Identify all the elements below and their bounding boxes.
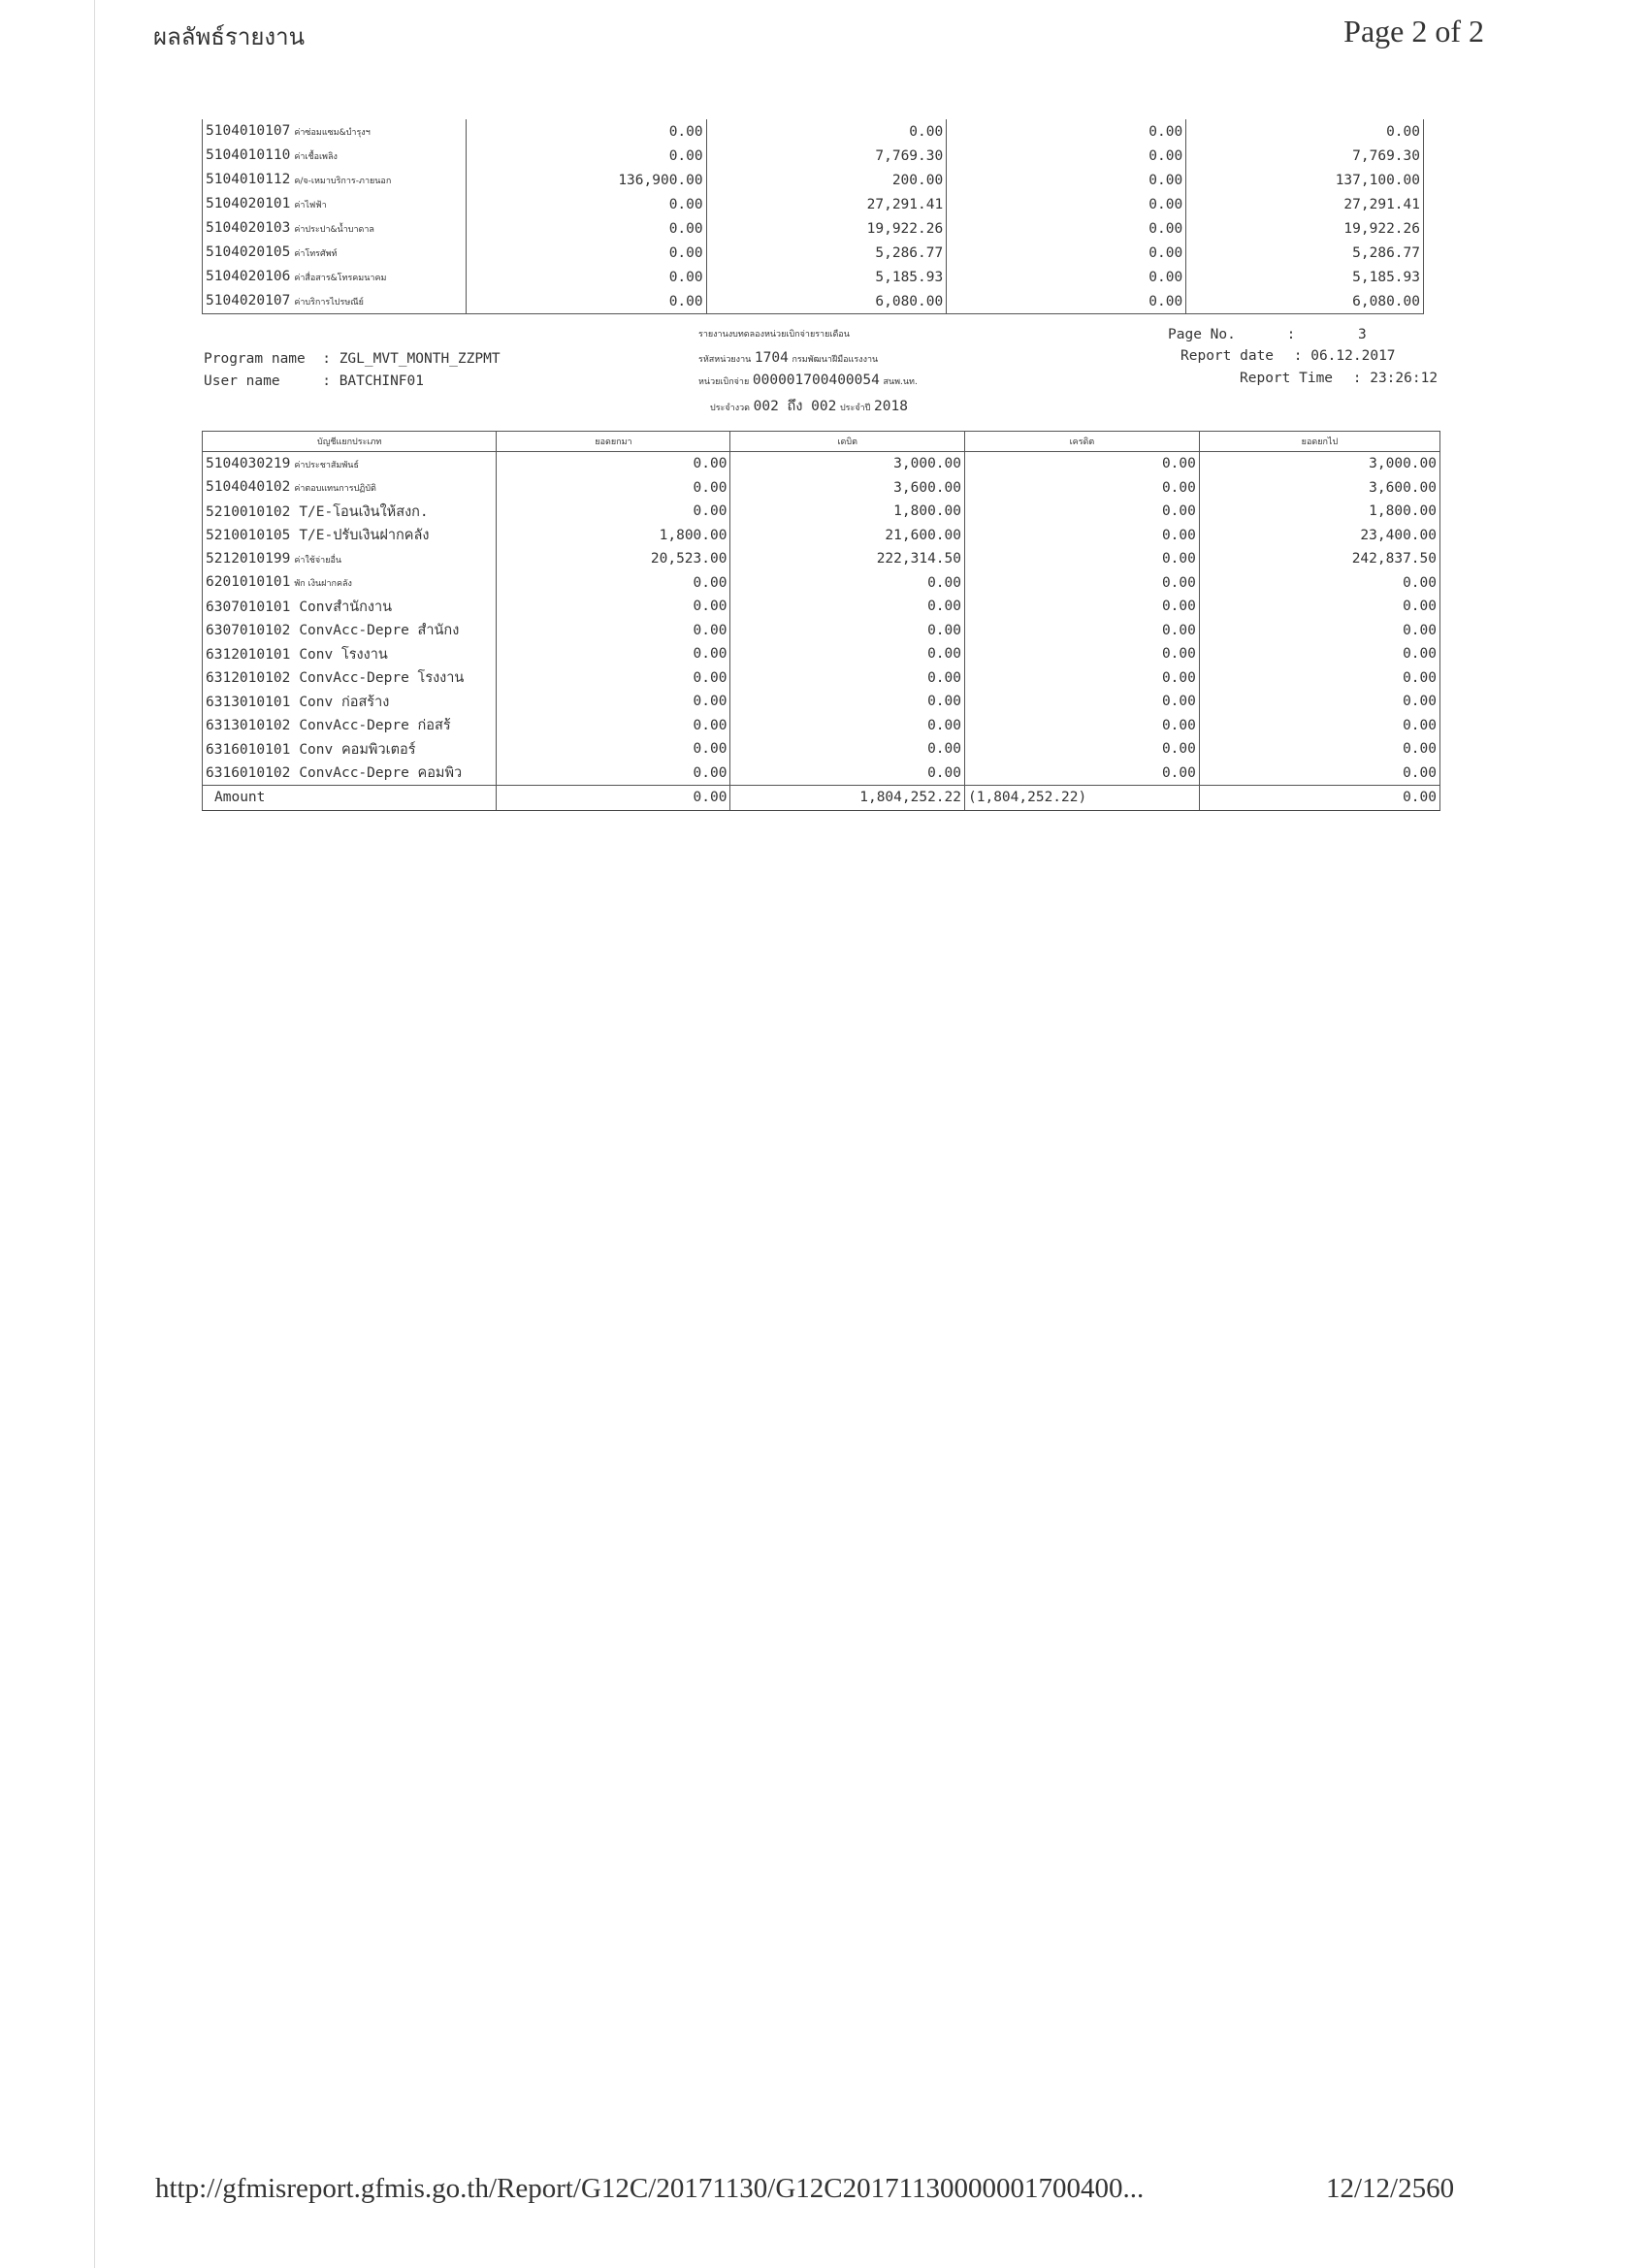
closing-cell: 0.00 bbox=[1199, 714, 1439, 738]
agency-label: รหัสหน่วยงาน bbox=[698, 355, 752, 365]
account-cell bbox=[203, 289, 467, 314]
credit-cell: 0.00 bbox=[965, 452, 1200, 476]
program-name bbox=[204, 351, 501, 367]
credit-cell: 0.00 bbox=[947, 265, 1186, 289]
debit-cell: 5,185.93 bbox=[706, 265, 947, 289]
debit-cell: 0.00 bbox=[730, 690, 965, 714]
table-row bbox=[203, 714, 1440, 738]
closing-cell: 0.00 bbox=[1199, 761, 1439, 786]
account-cell bbox=[203, 571, 497, 596]
ledger-table bbox=[202, 431, 1440, 811]
debit-cell: 0.00 bbox=[730, 642, 965, 666]
debit-cell: 19,922.26 bbox=[706, 216, 947, 241]
account-cell bbox=[203, 452, 497, 476]
account-name: T/E-ปรับเงินฝากคลัง bbox=[299, 528, 430, 544]
closing-cell: 242,837.50 bbox=[1199, 547, 1439, 571]
year-label: ประจำปี bbox=[839, 404, 871, 413]
debit-cell: 0.00 bbox=[730, 714, 965, 738]
opening-cell: 136,900.00 bbox=[466, 168, 706, 192]
closing-cell: 19,922.26 bbox=[1186, 216, 1424, 241]
account-name: Conv คอมพิวเตอร์ bbox=[299, 741, 416, 758]
account-name: ConvAcc-Depre ก่อสร้ bbox=[299, 718, 451, 734]
opening-cell: 0.00 bbox=[497, 476, 730, 501]
account-cell bbox=[203, 241, 467, 265]
account-name: ค่าสื่อสาร&โทรคมนาคม bbox=[294, 274, 387, 283]
debit-cell: 0.00 bbox=[730, 761, 965, 786]
agency-name: กรมพัฒนาฝีมือแรงงาน bbox=[792, 355, 879, 365]
credit-cell: 0.00 bbox=[947, 168, 1186, 192]
opening-cell: 0.00 bbox=[497, 571, 730, 596]
account-code: 5104020106 bbox=[206, 269, 291, 284]
account-name: ConvAcc-Depre คอมพิว bbox=[299, 765, 463, 782]
report-date-label: Report date bbox=[1180, 348, 1275, 364]
agency-line bbox=[698, 350, 878, 367]
debit-cell: 0.00 bbox=[730, 619, 965, 643]
report-time bbox=[1240, 371, 1438, 386]
account-code: 6312010102 bbox=[206, 670, 291, 687]
table-row bbox=[203, 168, 1424, 192]
credit-cell: 0.00 bbox=[947, 144, 1186, 168]
table-row bbox=[203, 642, 1440, 666]
header-debit: เดบิต bbox=[730, 432, 965, 452]
account-code: 5210010105 bbox=[206, 528, 291, 544]
opening-cell: 0.00 bbox=[497, 452, 730, 476]
table-row bbox=[203, 476, 1440, 501]
debit-cell: 3,000.00 bbox=[730, 452, 965, 476]
credit-cell: 0.00 bbox=[965, 595, 1200, 619]
opening-cell: 0.00 bbox=[497, 737, 730, 761]
account-code: 6313010101 bbox=[206, 694, 291, 710]
user-label: User name bbox=[204, 373, 280, 389]
account-cell bbox=[203, 690, 497, 714]
report-title: รายงานงบทดลองหน่วยเบิกจ่ายรายเดือน bbox=[698, 330, 850, 340]
account-code: 6313010102 bbox=[206, 718, 291, 734]
account-cell bbox=[203, 666, 497, 691]
credit-cell: 0.00 bbox=[965, 737, 1200, 761]
account-cell bbox=[203, 714, 497, 738]
table-row bbox=[203, 619, 1440, 643]
account-cell bbox=[203, 476, 497, 501]
table-row bbox=[203, 500, 1440, 524]
unit-label: หน่วยเบิกจ่าย bbox=[698, 377, 750, 387]
credit-cell: 0.00 bbox=[965, 619, 1200, 643]
account-cell bbox=[203, 216, 467, 241]
account-name: ค่าใช้จ่ายอื่น bbox=[294, 555, 342, 566]
account-cell bbox=[203, 119, 467, 144]
footer-url: http://gfmisreport.gfmis.go.th/Report/G12C/20171130/G12C20171130000001700400... bbox=[155, 2173, 1145, 2204]
credit-cell: 0.00 bbox=[947, 241, 1186, 265]
opening-cell: 0.00 bbox=[466, 241, 706, 265]
account-cell bbox=[203, 595, 497, 619]
table-row bbox=[203, 737, 1440, 761]
table-row bbox=[203, 547, 1440, 571]
account-cell bbox=[203, 761, 497, 786]
account-name: ค่าไฟฟ้า bbox=[294, 201, 327, 211]
opening-cell: 0.00 bbox=[497, 666, 730, 691]
amount-credit: (1,804,252.22) bbox=[965, 786, 1200, 811]
unit-line bbox=[698, 373, 918, 389]
account-code: 6201010101 bbox=[206, 574, 291, 591]
account-cell bbox=[203, 737, 497, 761]
opening-cell: 1,800.00 bbox=[497, 524, 730, 548]
debit-cell: 6,080.00 bbox=[706, 289, 947, 314]
opening-cell: 0.00 bbox=[497, 500, 730, 524]
table-row bbox=[203, 265, 1424, 289]
closing-cell: 0.00 bbox=[1199, 666, 1439, 691]
closing-cell: 0.00 bbox=[1199, 737, 1439, 761]
closing-cell: 5,185.93 bbox=[1186, 265, 1424, 289]
account-cell bbox=[203, 265, 467, 289]
account-code: 5104020103 bbox=[206, 220, 291, 236]
closing-cell: 6,080.00 bbox=[1186, 289, 1424, 314]
amount-closing: 0.00 bbox=[1199, 786, 1439, 811]
amount-row bbox=[203, 786, 1440, 811]
header-closing-balance: ยอดยกไป bbox=[1199, 432, 1439, 452]
closing-cell: 0.00 bbox=[1199, 642, 1439, 666]
header-opening-balance: ยอดยกมา bbox=[497, 432, 730, 452]
account-name: ค/จ-เหมาบริการ-ภายนอก bbox=[294, 177, 392, 186]
account-cell bbox=[203, 144, 467, 168]
account-code: 6307010102 bbox=[206, 623, 291, 639]
closing-cell: 0.00 bbox=[1199, 690, 1439, 714]
account-code: 5104010107 bbox=[206, 123, 291, 139]
opening-cell: 0.00 bbox=[497, 690, 730, 714]
closing-cell: 3,000.00 bbox=[1199, 452, 1439, 476]
program-label: Program name bbox=[204, 351, 306, 367]
amount-debit: 1,804,252.22 bbox=[730, 786, 965, 811]
report-date-value: : 06.12.2017 bbox=[1293, 348, 1396, 364]
debit-cell: 0.00 bbox=[730, 737, 965, 761]
account-code: 5104020105 bbox=[206, 244, 291, 260]
margin-line bbox=[94, 0, 95, 2268]
closing-cell: 137,100.00 bbox=[1186, 168, 1424, 192]
debit-cell: 0.00 bbox=[706, 119, 947, 144]
unit-code: 000001700400054 bbox=[752, 373, 880, 388]
table-row bbox=[203, 119, 1424, 144]
page-no-value: 3 bbox=[1358, 327, 1367, 342]
table-row bbox=[203, 216, 1424, 241]
report-time-value: : 23:26:12 bbox=[1352, 371, 1439, 386]
header-account: บัญชีแยกประเภท bbox=[203, 432, 497, 452]
page-no-sep: : bbox=[1286, 327, 1296, 342]
closing-cell: 5,286.77 bbox=[1186, 241, 1424, 265]
debit-cell: 222,314.50 bbox=[730, 547, 965, 571]
table-row bbox=[203, 192, 1424, 216]
credit-cell: 0.00 bbox=[965, 714, 1200, 738]
account-name: ค่าบริการไปรษณีย์ bbox=[294, 298, 364, 308]
closing-cell: 27,291.41 bbox=[1186, 192, 1424, 216]
table-row bbox=[203, 690, 1440, 714]
table-row bbox=[203, 289, 1424, 314]
account-cell bbox=[203, 642, 497, 666]
ledger-header-row bbox=[203, 432, 1440, 452]
table-row bbox=[203, 452, 1440, 476]
opening-cell: 0.00 bbox=[466, 144, 706, 168]
page-counter: Page 2 of 2 bbox=[1343, 14, 1484, 49]
credit-cell: 0.00 bbox=[965, 547, 1200, 571]
closing-cell: 1,800.00 bbox=[1199, 500, 1439, 524]
credit-cell: 0.00 bbox=[965, 500, 1200, 524]
credit-cell: 0.00 bbox=[947, 216, 1186, 241]
debit-cell: 0.00 bbox=[730, 571, 965, 596]
account-name: ConvAcc-Depre สำนักง bbox=[299, 623, 460, 639]
opening-cell: 0.00 bbox=[466, 216, 706, 241]
ledger-table-continued bbox=[202, 119, 1424, 314]
debit-cell: 7,769.30 bbox=[706, 144, 947, 168]
debit-cell: 1,800.00 bbox=[730, 500, 965, 524]
opening-cell: 0.00 bbox=[466, 289, 706, 314]
opening-cell: 0.00 bbox=[466, 265, 706, 289]
account-code: 5104030219 bbox=[206, 455, 291, 471]
table-row bbox=[203, 761, 1440, 786]
account-code: 5104010110 bbox=[206, 147, 291, 163]
account-code: 5104010112 bbox=[206, 172, 291, 187]
debit-cell: 27,291.41 bbox=[706, 192, 947, 216]
table-row bbox=[203, 524, 1440, 548]
opening-cell: 0.00 bbox=[466, 119, 706, 144]
account-code: 6316010102 bbox=[206, 765, 291, 782]
closing-cell: 7,769.30 bbox=[1186, 144, 1424, 168]
user-value: : BATCHINF01 bbox=[322, 373, 424, 389]
account-name: ค่าประชาสัมพันธ์ bbox=[294, 460, 359, 470]
account-code: 5210010102 bbox=[206, 503, 291, 520]
closing-cell: 23,400.00 bbox=[1199, 524, 1439, 548]
page-title: ผลลัพธ์รายงาน bbox=[153, 23, 305, 50]
credit-cell: 0.00 bbox=[965, 524, 1200, 548]
account-name: Conv โรงงาน bbox=[299, 646, 388, 663]
user-name bbox=[204, 373, 424, 389]
table-row bbox=[203, 666, 1440, 691]
account-code: 6312010101 bbox=[206, 646, 291, 663]
table-row bbox=[203, 571, 1440, 596]
period-line bbox=[710, 395, 908, 417]
account-code: 6307010101 bbox=[206, 599, 291, 615]
credit-cell: 0.00 bbox=[965, 476, 1200, 501]
report-date bbox=[1180, 348, 1396, 364]
account-name: ค่าซ่อมแซม&บำรุงฯ bbox=[294, 128, 371, 138]
credit-cell: 0.00 bbox=[965, 666, 1200, 691]
account-name: Convสำนักงาน bbox=[299, 599, 393, 615]
report-time-label: Report Time bbox=[1240, 371, 1334, 386]
credit-cell: 0.00 bbox=[965, 571, 1200, 596]
page-no bbox=[1168, 327, 1367, 342]
program-value: : ZGL_MVT_MONTH_ZZPMT bbox=[322, 351, 501, 367]
account-cell bbox=[203, 500, 497, 524]
opening-cell: 0.00 bbox=[497, 619, 730, 643]
credit-cell: 0.00 bbox=[965, 690, 1200, 714]
opening-cell: 0.00 bbox=[497, 714, 730, 738]
amount-opening: 0.00 bbox=[497, 786, 730, 811]
account-cell bbox=[203, 547, 497, 571]
period-text: 002 ถึง 002 bbox=[753, 399, 837, 414]
closing-cell: 0.00 bbox=[1186, 119, 1424, 144]
debit-cell: 200.00 bbox=[706, 168, 947, 192]
account-code: 5212010199 bbox=[206, 550, 291, 567]
debit-cell: 0.00 bbox=[730, 666, 965, 691]
credit-cell: 0.00 bbox=[947, 119, 1186, 144]
header-credit: เครดิต bbox=[965, 432, 1200, 452]
account-name: ค่าตอบแทนการปฏิบัติ bbox=[294, 484, 376, 495]
table-row bbox=[203, 595, 1440, 619]
credit-cell: 0.00 bbox=[965, 761, 1200, 786]
page-no-label: Page No. bbox=[1168, 327, 1236, 342]
table-row bbox=[203, 144, 1424, 168]
account-name: ConvAcc-Depre โรงงาน bbox=[299, 670, 465, 687]
credit-cell: 0.00 bbox=[947, 289, 1186, 314]
debit-cell: 5,286.77 bbox=[706, 241, 947, 265]
amount-label: Amount bbox=[203, 786, 497, 811]
account-cell bbox=[203, 524, 497, 548]
account-cell bbox=[203, 168, 467, 192]
account-name: Conv ก่อสร้าง bbox=[299, 694, 390, 710]
account-name: ค่าโทรศัพท์ bbox=[294, 249, 338, 259]
opening-cell: 0.00 bbox=[497, 761, 730, 786]
debit-cell: 3,600.00 bbox=[730, 476, 965, 501]
account-cell bbox=[203, 619, 497, 643]
account-name: T/E-โอนเงินให้สงก. bbox=[299, 503, 429, 520]
account-code: 5104020101 bbox=[206, 196, 291, 211]
account-name: ค่าประปา&น้ำบาดาล bbox=[294, 225, 374, 235]
year-value: 2018 bbox=[874, 399, 908, 414]
account-code: 5104020107 bbox=[206, 293, 291, 308]
opening-cell: 0.00 bbox=[466, 192, 706, 216]
account-code: 5104040102 bbox=[206, 479, 291, 496]
footer-date: 12/12/2560 bbox=[1326, 2173, 1455, 2204]
account-code: 6316010101 bbox=[206, 741, 291, 758]
closing-cell: 0.00 bbox=[1199, 595, 1439, 619]
agency-code: 1704 bbox=[754, 350, 789, 366]
account-name: ค่าเชื้อเพลิง bbox=[294, 152, 338, 162]
account-name: พัก เงินฝากคลัง bbox=[294, 579, 352, 590]
table-row bbox=[203, 241, 1424, 265]
opening-cell: 0.00 bbox=[497, 595, 730, 619]
account-cell bbox=[203, 192, 467, 216]
closing-cell: 3,600.00 bbox=[1199, 476, 1439, 501]
closing-cell: 0.00 bbox=[1199, 619, 1439, 643]
unit-name: สนพ.นท. bbox=[883, 377, 918, 387]
debit-cell: 21,600.00 bbox=[730, 524, 965, 548]
opening-cell: 20,523.00 bbox=[497, 547, 730, 571]
opening-cell: 0.00 bbox=[497, 642, 730, 666]
period-label: ประจำงวด bbox=[710, 404, 751, 413]
credit-cell: 0.00 bbox=[965, 642, 1200, 666]
credit-cell: 0.00 bbox=[947, 192, 1186, 216]
closing-cell: 0.00 bbox=[1199, 571, 1439, 596]
debit-cell: 0.00 bbox=[730, 595, 965, 619]
